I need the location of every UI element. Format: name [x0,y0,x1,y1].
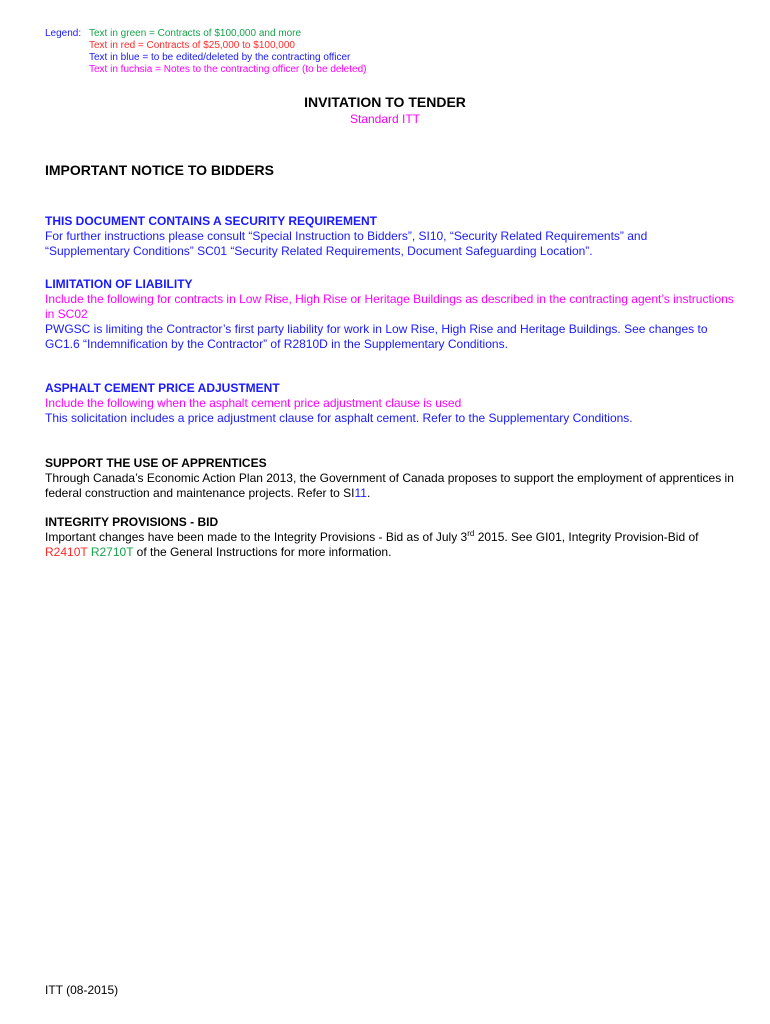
asphalt-note: Include the following when the asphalt cement price adjustment clause is used [45,396,462,410]
integrity-ref-green: R2710T [90,545,134,559]
asphalt-section [45,381,735,426]
integrity-section [45,515,735,560]
security-heading: THIS DOCUMENT CONTAINS A SECURITY REQUIREMENT [45,214,378,228]
legend-green: Text in green = Contracts of $100,000 and more [89,28,302,39]
legend-label: Legend: [45,28,82,39]
asphalt-body: This solicitation includes a price adjustment clause for asphalt cement. Refer to the Supplementary Conditions. [45,411,633,425]
notice-heading: IMPORTANT NOTICE TO BIDDERS [45,162,274,178]
integrity-ref-red: R2410T [45,545,88,559]
integrity-body: Important changes have been made to the Integrity Provisions - Bid as of July 3rd 2015. See GI01, Integrity Provision-Bid of R2410T R2710T of the General Instructions for more information. [45,529,699,559]
apprentices-ref: 11 [354,486,367,500]
liability-heading: LIMITATION OF LIABILITY [45,277,193,291]
liability-body: PWGSC is limiting the Contractor’s first party liability for work in Low Rise, High Rise and Heritage Buildings. See changes to GC1.6 “Indemnification by the Contractor” of R2810D in the Supplementary Conditions. [45,322,708,351]
apprentices-body: Through Canada’s Economic Action Plan 2013, the Government of Canada proposes to support the employment of apprentices in federal construction and maintenance projects. Refer to SI11. [45,471,734,500]
legend-red: Text in red = Contracts of $25,000 to $100,000 [89,40,295,51]
legend [45,28,366,76]
footer-code: ITT (08-2015) [45,983,119,997]
apprentices-heading: SUPPORT THE USE OF APPRENTICES [45,456,267,470]
document-title: INVITATION TO TENDER [304,94,466,110]
legend-blue: Text in blue = to be edited/deleted by the contracting officer [89,52,351,63]
security-body: For further instructions please consult “Special Instruction to Bidders”, SI10, “Security Related Requirements” and “Supplementary Conditions” SC01 “Security Related Requirements, Document Safeguarding Location”. [45,229,648,258]
liability-note: Include the following for contracts in Low Rise, High Rise or Heritage Buildings as described in the contracting agent’s instructions in SC02 [45,292,734,321]
security-section [45,214,735,259]
document-subtitle: Standard ITT [349,112,421,126]
legend-fuchsia: Text in fuchsia = Notes to the contracting officer (to be deleted) [89,64,367,75]
apprentices-section [45,456,735,501]
integrity-heading: INTEGRITY PROVISIONS - BID [45,515,219,529]
asphalt-heading: ASPHALT CEMENT PRICE ADJUSTMENT [45,381,280,395]
liability-section [45,277,735,352]
